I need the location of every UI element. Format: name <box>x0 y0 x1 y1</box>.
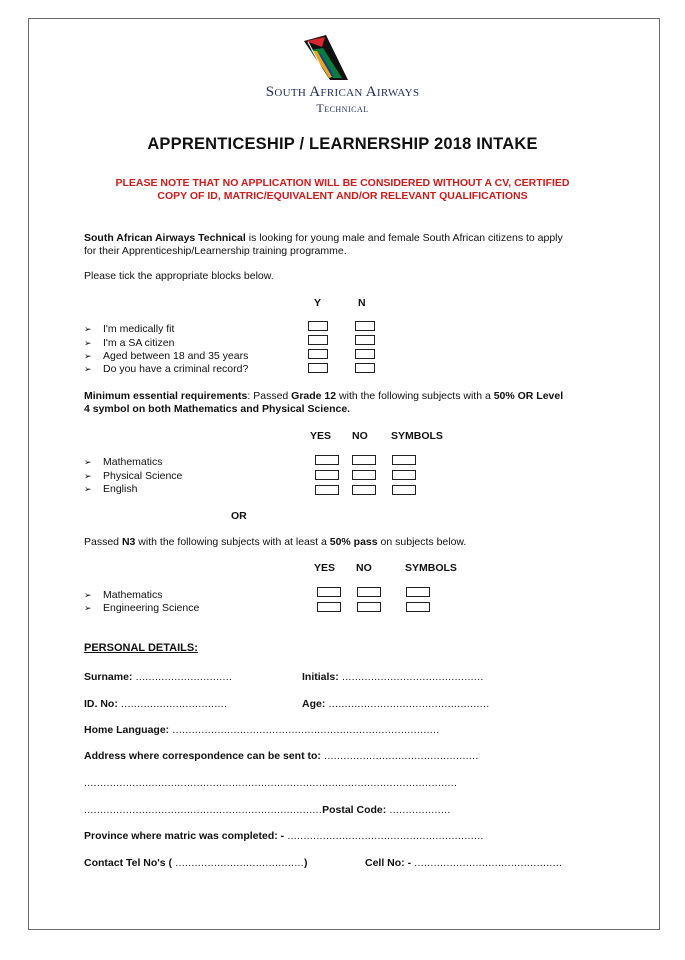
subject-item <box>84 483 137 496</box>
col-n-header: N <box>358 297 366 309</box>
arrow-bullet-icon: ➢ <box>84 338 92 348</box>
subject-label: Mathematics <box>103 589 163 601</box>
col-no-header: NO <box>352 430 368 442</box>
subject-label: Engineering Science <box>103 602 200 614</box>
home-language-label: Home Language: <box>84 724 170 736</box>
surname-field[interactable] <box>84 671 232 683</box>
address-fill-line[interactable]: ................................................ <box>320 750 479 762</box>
province-field[interactable] <box>84 830 484 842</box>
grade12-english-symbol-box[interactable] <box>392 485 416 495</box>
grade12-physics-no-checkbox[interactable] <box>352 470 376 480</box>
grade12-physics-symbol-box[interactable] <box>392 470 416 480</box>
initials-field[interactable] <box>302 671 484 683</box>
contact-label: Contact Tel No's ( <box>84 857 173 869</box>
col-yes-header: YES <box>314 562 336 574</box>
medically-fit-yes-checkbox[interactable] <box>308 321 328 331</box>
subject-label: Physical Science <box>103 470 183 482</box>
arrow-bullet-icon: ➢ <box>84 471 92 481</box>
requirements-grade: Grade 12 <box>291 390 337 402</box>
province-label: Province where matric was completed: - <box>84 830 285 842</box>
n3-maths-yes-checkbox[interactable] <box>317 587 341 597</box>
age-field[interactable] <box>302 698 489 710</box>
saa-logo-icon <box>300 33 356 83</box>
address-fill-line-2[interactable]: .................................................................................................................... <box>84 777 458 789</box>
grade12-maths-no-checkbox[interactable] <box>352 455 376 465</box>
initials-fill-line[interactable]: ............................................ <box>338 671 484 683</box>
requirement-label: Aged between 18 and 35 years <box>103 350 249 362</box>
requirement-label: I'm a SA citizen <box>103 337 175 349</box>
col-yes-header: YES <box>310 430 332 442</box>
logo-company-sub: Technical <box>316 101 369 115</box>
grade12-maths-symbol-box[interactable] <box>392 455 416 465</box>
arrow-bullet-icon: ➢ <box>84 603 92 613</box>
n3-paragraph <box>84 536 624 549</box>
or-separator: OR <box>231 510 247 522</box>
arrow-bullet-icon: ➢ <box>84 351 92 361</box>
contact-field[interactable] <box>84 857 307 869</box>
arrow-bullet-icon: ➢ <box>84 324 92 334</box>
requirements-line-1 <box>84 390 624 403</box>
contact-close-paren: ) <box>303 857 308 869</box>
home-language-field[interactable] <box>84 724 439 736</box>
sa-citizen-no-checkbox[interactable] <box>355 335 375 345</box>
subject-item <box>84 456 163 469</box>
criminal-record-yes-checkbox[interactable] <box>308 363 328 373</box>
requirement-label: Do you have a criminal record? <box>103 363 249 375</box>
requirements-text-1: : Passed <box>247 390 292 402</box>
requirements-label: Minimum essential requirements <box>84 390 248 402</box>
intro-line-2: for their Apprenticeship/Learnership training programme. <box>84 245 347 257</box>
n3-text-3: on subjects below. <box>377 536 467 548</box>
subject-label: English <box>103 483 138 495</box>
n3-engineering-yes-checkbox[interactable] <box>317 602 341 612</box>
requirements-percentage: 50% OR Level <box>493 390 564 402</box>
grade12-english-yes-checkbox[interactable] <box>315 485 339 495</box>
n3-label: N3 <box>121 536 136 548</box>
id-number-field[interactable] <box>84 698 227 710</box>
subject-label: Mathematics <box>103 456 163 468</box>
subject-item <box>84 602 199 615</box>
id-number-label: ID. No: <box>84 698 118 710</box>
criminal-record-no-checkbox[interactable] <box>355 363 375 373</box>
logo-company-name: South African Airways <box>265 84 420 100</box>
subject-item <box>84 589 163 602</box>
address-line-3[interactable] <box>84 804 451 816</box>
n3-maths-no-checkbox[interactable] <box>357 587 381 597</box>
surname-label: Surname: <box>84 671 133 683</box>
initials-label: Initials: <box>302 671 339 683</box>
grade12-maths-yes-checkbox[interactable] <box>315 455 339 465</box>
arrow-bullet-icon: ➢ <box>84 590 92 600</box>
intro-text-1: is looking for young male and female South African citizens to apply <box>245 232 563 244</box>
age-fill-line[interactable]: .................................................. <box>325 698 490 710</box>
postal-code-label: Postal Code: <box>322 804 387 816</box>
n3-engineering-symbol-box[interactable] <box>406 602 430 612</box>
intro-line-1 <box>84 232 624 245</box>
subject-item <box>84 470 182 483</box>
note-line-2: COPY OF ID, MATRIC/EQUIVALENT AND/OR RELEVANT QUALIFICATIONS <box>157 190 528 202</box>
cell-number-fill-line[interactable]: .............................................. <box>411 857 563 869</box>
id-number-fill-line[interactable]: ................................. <box>117 698 228 710</box>
arrow-bullet-icon: ➢ <box>84 484 92 494</box>
requirements-line-2: 4 symbol on both Mathematics and Physical Science. <box>84 403 351 415</box>
col-y-header: Y <box>314 297 322 309</box>
page-title: APPRENTICESHIP / LEARNERSHIP 2018 INTAKE <box>147 135 538 153</box>
n3-maths-symbol-box[interactable] <box>406 587 430 597</box>
note-line-1: PLEASE NOTE THAT NO APPLICATION WILL BE CONSIDERED WITHOUT A CV, CERTIFIED <box>115 177 570 189</box>
tick-instruction: Please tick the appropriate blocks below. <box>84 270 274 282</box>
address-line-2[interactable] <box>84 777 457 789</box>
address-field[interactable] <box>84 750 479 762</box>
age-range-no-checkbox[interactable] <box>355 349 375 359</box>
personal-details-heading: PERSONAL DETAILS: <box>84 642 198 654</box>
requirement-item <box>84 363 248 376</box>
address-label: Address where correspondence can be sent to: <box>84 750 321 762</box>
col-no-header: NO <box>356 562 372 574</box>
n3-text-2: with the following subjects with at least a <box>135 536 330 548</box>
age-label: Age: <box>302 698 326 710</box>
province-fill-line[interactable]: ............................................................. <box>284 830 484 842</box>
contact-fill-line[interactable]: ........................................ <box>172 857 304 869</box>
important-note <box>0 177 685 203</box>
grade12-english-no-checkbox[interactable] <box>352 485 376 495</box>
sa-citizen-yes-checkbox[interactable] <box>308 335 328 345</box>
intro-company: South African Airways Technical <box>84 232 246 244</box>
address-fill-line-3[interactable]: .......................................................................... <box>84 804 323 816</box>
requirements-paragraph <box>84 390 624 416</box>
n3-pass: 50% pass <box>329 536 378 548</box>
requirement-item <box>84 350 248 363</box>
arrow-bullet-icon: ➢ <box>84 364 92 374</box>
home-language-fill-line[interactable]: ................................................................................... <box>169 724 440 736</box>
col-symbols-header: SYMBOLS <box>405 562 457 574</box>
medically-fit-no-checkbox[interactable] <box>355 321 375 331</box>
intro-paragraph <box>84 232 624 258</box>
requirement-item <box>84 323 174 336</box>
age-range-yes-checkbox[interactable] <box>308 349 328 359</box>
surname-fill-line[interactable]: .............................. <box>132 671 233 683</box>
cell-number-field[interactable] <box>365 857 562 869</box>
postal-code-fill-line[interactable]: ................... <box>386 804 451 816</box>
arrow-bullet-icon: ➢ <box>84 457 92 467</box>
grade12-physics-yes-checkbox[interactable] <box>315 470 339 480</box>
cell-number-label: Cell No: - <box>365 857 412 869</box>
col-symbols-header: SYMBOLS <box>391 430 443 442</box>
requirement-label: I'm medically fit <box>103 323 175 335</box>
requirements-text-2: with the following subjects with a <box>336 390 494 402</box>
n3-text-1: Passed <box>84 536 122 548</box>
requirement-item <box>84 337 174 350</box>
n3-engineering-no-checkbox[interactable] <box>357 602 381 612</box>
